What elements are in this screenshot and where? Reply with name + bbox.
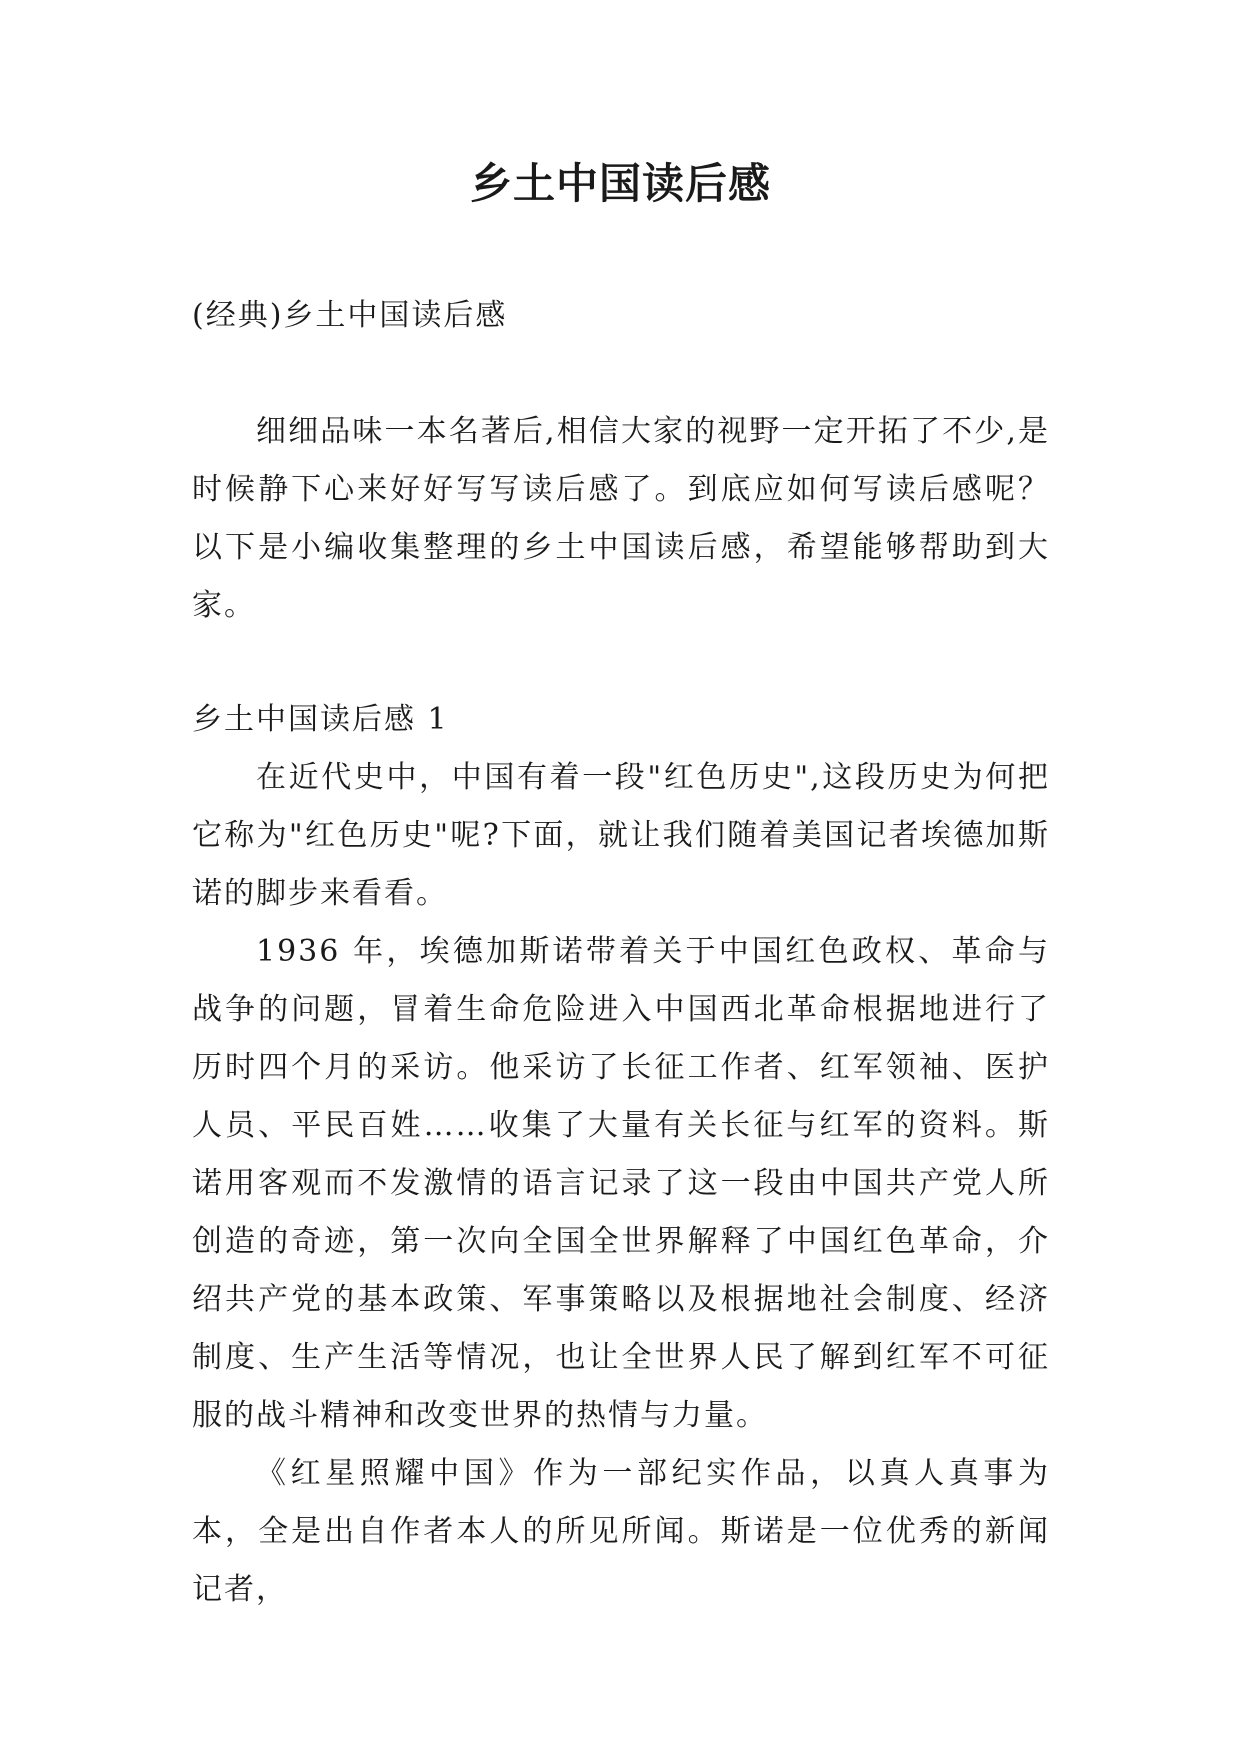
section-heading: 乡土中国读后感 1 [192, 702, 449, 737]
document-title: 乡土中国读后感 [469, 159, 771, 208]
body-paragraph: 1936 年，埃德加斯诺带着关于中国红色政权、革命与战争的问题，冒着生命危险进入中国西北革命根据地进行了历时四个月的采访。他采访了长征工作者、红军领袖、医护人员、平民百姓……收集了大量有关长征与红军的资料。斯诺用客观而不发激情的语言记录了这一段由中国共产党人所创造的奇迹，第一次向全国全世界解释了中国红色革命，介绍共产党的基本政策、军事策略以及根据地社会制度、经济制度、生产生活等情况，也让全世界人民了解到红军不可征服的战斗精神和改变世界的热情与力量。 [192, 934, 1050, 1433]
body-paragraph: 在近代史中，中国有着一段"红色历史",这段历史为何把它称为"红色历史"呢?下面，就让我们随着美国记者埃德加斯诺的脚步来看看。 [192, 760, 1050, 911]
essay-body [192, 749, 1050, 1619]
body-paragraph: 《红星照耀中国》作为一部纪实作品，以真人真事为本，全是出自作者本人的所见所闻。斯诺是一位优秀的新闻记者， [192, 1456, 1050, 1607]
document-subtitle: (经典)乡土中国读后感 [192, 298, 508, 333]
intro-paragraph: 细细品味一本名著后,相信大家的视野一定开拓了不少,是时候静下心来好好写写读后感了。到底应如何写读后感呢？以下是小编收集整理的乡土中国读后感，希望能够帮助到大家。 [192, 414, 1050, 623]
